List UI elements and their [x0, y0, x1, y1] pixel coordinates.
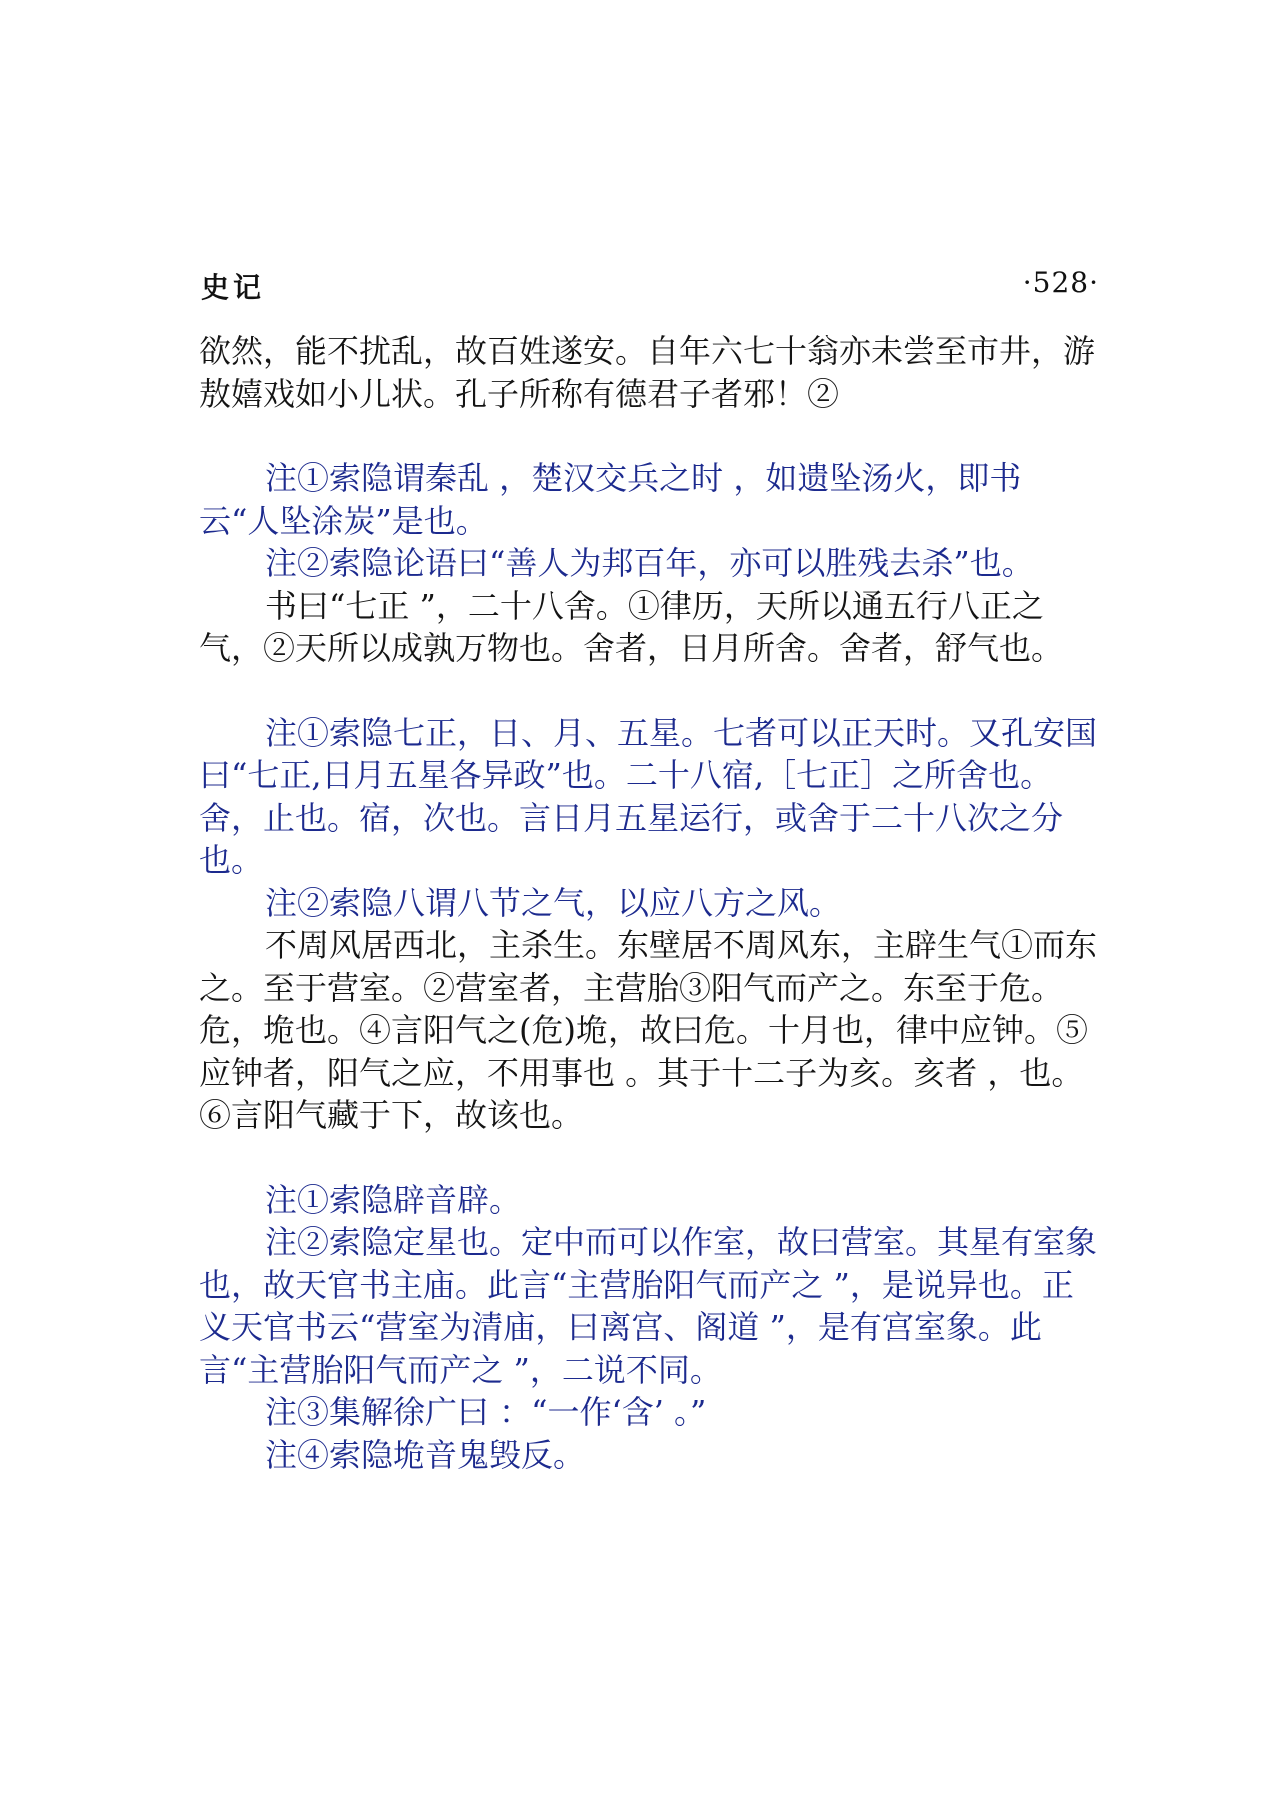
main-text-paragraph: 书曰“七正 ”，二十八舍。①律历，天所以通五行八正之气，②天所以成孰万物也。舍者，日月所舍。舍者，舒气也。 [199, 586, 1064, 667]
running-header [199, 266, 1099, 310]
annotation-paragraph: 注③集解徐广曰 ：“一作‘含’ 。” [265, 1393, 707, 1431]
annotation-paragraph: 注④索隐垝音鬼毁反。 [265, 1435, 586, 1474]
book-title: 史记 [201, 271, 266, 304]
annotation-paragraph: 注②索隐八谓八节之气，以应八方之风。 [265, 883, 842, 922]
annotation-paragraph: 注②索隐论语曰“善人为邦百年，亦可以胜残去杀”也。 [265, 544, 1034, 582]
annotation-paragraph: 注②索隐定星也。定中而可以作室，故曰营室。其星有室象也，故天官书主庙。此言“主营胎阳气而产之 ”，是说异也。正义天官书云“营室为清庙，曰离宫、阁道 ”，是有宫室象。此言“主营胎阳气而产之 ”，二说不同。 [199, 1223, 1098, 1389]
main-text-paragraph: 欲然，能不扰乱，故百姓遂安。自年六七十翁亦未尝至市井，游敖嬉戏如小儿状。孔子所称有德君子者邪！② [199, 332, 1096, 413]
annotation-paragraph: 注①索隐谓秦乱 ，楚汉交兵之时 ，如遗坠汤火，即书云“人坠涂炭”是也。 [199, 459, 1022, 540]
main-text-paragraph: 不周风居西北，主杀生。东壁居不周风东，主辟生气①而东之。至于营室。②营室者，主营胎③阳气而产之。东至于危。危，垝也。④言阳气之(危)垝，故曰危。十月也，律中应钟。⑤应钟者，阳气之应，不用事也 。其于十二子为亥。亥者 ，也。⑥言阳气藏于下，故该也。 [199, 926, 1098, 1134]
document-page [199, 266, 1099, 1476]
annotation-paragraph: 注①索隐七正，日、月、五星。七者可以正天时。又孔安国曰“七正,日月五星各异政”也。二十八宿,［七正］之所舍也。舍，止也。宿，次也。言日月五星运行，或舍于二十八次之分也。 [199, 713, 1098, 879]
page-number: ·528· [1022, 266, 1099, 299]
body-text [199, 330, 1099, 1476]
annotation-paragraph: 注①索隐辟音辟。 [265, 1180, 522, 1219]
